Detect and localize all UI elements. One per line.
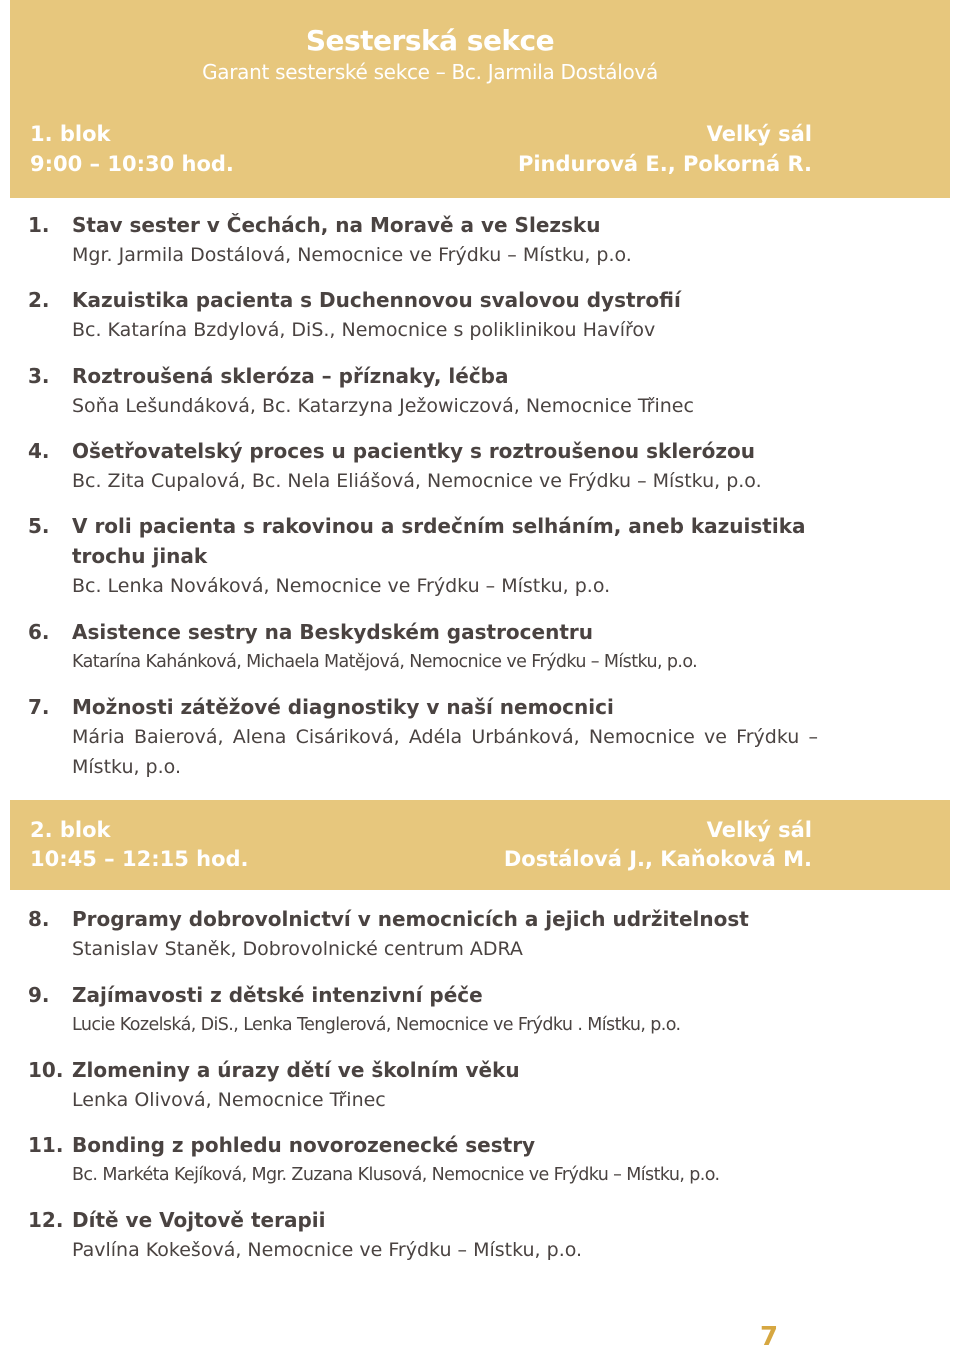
item-title: Kazuistika pacienta s Duchennovou svalovou dystrofií bbox=[72, 288, 681, 312]
page-number: 7 bbox=[760, 1322, 779, 1352]
item-authors: Bc. Zita Cupalová, Bc. Nela Eliášová, Nemocnice ve Frýdku – Místku, p.o. bbox=[72, 470, 762, 492]
program-item-8 bbox=[28, 904, 818, 964]
program-item-2 bbox=[28, 285, 818, 345]
block-1-room: Velký sál bbox=[706, 122, 812, 146]
item-title: Roztroušená skleróza – příznaky, léčba bbox=[72, 364, 509, 388]
program-item-9 bbox=[28, 980, 818, 1040]
item-number: 5. bbox=[28, 514, 50, 538]
item-number: 6. bbox=[28, 620, 50, 644]
program-item-6 bbox=[28, 617, 818, 677]
item-number: 7. bbox=[28, 695, 50, 719]
block-1-time: 9:00 – 10:30 hod. bbox=[30, 152, 234, 176]
block-2-time: 10:45 – 12:15 hod. bbox=[30, 847, 249, 871]
block-2-line-2 bbox=[30, 844, 812, 874]
program-item-10 bbox=[28, 1055, 818, 1115]
item-title: Asistence sestry na Beskydském gastrocentru bbox=[72, 620, 593, 644]
block-2-room: Velký sál bbox=[706, 818, 812, 842]
item-authors: Soňa Lešundáková, Bc. Katarzyna Ježowiczová, Nemocnice Třinec bbox=[72, 395, 694, 417]
block-2-chairs: Dostálová J., Kaňoková M. bbox=[503, 847, 812, 871]
item-number: 3. bbox=[28, 364, 50, 388]
item-title: Stav sester v Čechách, na Moravě a ve Slezsku bbox=[72, 213, 601, 237]
section-title: Sesterská sekce bbox=[305, 24, 555, 57]
item-title: Možnosti zátěžové diagnostiky v naší nemocnici bbox=[72, 695, 614, 719]
program-item-12 bbox=[28, 1205, 818, 1265]
item-number: 2. bbox=[28, 288, 50, 312]
program-item-5 bbox=[28, 511, 818, 601]
item-number: 12. bbox=[28, 1208, 64, 1232]
item-title: V roli pacienta s rakovinou a srdečním selháním, aneb kazuistika trochu jinak bbox=[72, 514, 806, 568]
item-number: 11. bbox=[28, 1133, 64, 1157]
item-title: Dítě ve Vojtově terapii bbox=[72, 1208, 326, 1232]
program-item-3 bbox=[28, 361, 818, 421]
item-title: Zlomeniny a úrazy dětí ve školním věku bbox=[72, 1058, 520, 1082]
section-header bbox=[10, 0, 950, 198]
block-2-name: 2. blok bbox=[30, 818, 111, 842]
program-item-4 bbox=[28, 436, 818, 496]
item-number: 8. bbox=[28, 907, 50, 931]
item-authors: Bc. Lenka Nováková, Nemocnice ve Frýdku – Místku, p.o. bbox=[72, 575, 611, 597]
program-item-11 bbox=[28, 1130, 818, 1190]
program-item-1 bbox=[28, 210, 818, 270]
item-title: Ošetřovatelský proces u pacientky s roztroušenou sklerózou bbox=[72, 439, 755, 463]
section-guarantor: Garant sesterské sekce – Bc. Jarmila Dostálová bbox=[202, 60, 658, 84]
block-1-name: 1. blok bbox=[30, 122, 111, 146]
item-authors: Mgr. Jarmila Dostálová, Nemocnice ve Frýdku – Místku, p.o. bbox=[72, 244, 632, 266]
item-authors: Pavlína Kokešová, Nemocnice ve Frýdku – Místku, p.o. bbox=[72, 1239, 583, 1261]
block-1-chairs: Pindurová E., Pokorná R. bbox=[517, 152, 812, 176]
item-authors: Lucie Kozelská, DiS., Lenka Tenglerová, Nemocnice ve Frýdku . Místku, p.o. bbox=[72, 1015, 681, 1035]
item-authors: Bc. Katarína Bzdylová, DiS., Nemocnice s poliklinikou Havířov bbox=[72, 319, 656, 341]
item-authors: Mária Baierová, Alena Cisáriková, Adéla Urbánková, Nemocnice ve Frýdku – Místku, p.o. bbox=[72, 726, 818, 778]
item-number: 10. bbox=[28, 1058, 64, 1082]
item-authors: Stanislav Staněk, Dobrovolnické centrum ADRA bbox=[72, 938, 523, 960]
block-1-line-2 bbox=[30, 149, 812, 179]
item-authors: Lenka Olivová, Nemocnice Třinec bbox=[72, 1089, 386, 1111]
item-title: Bonding z pohledu novorozenecké sestry bbox=[72, 1133, 536, 1157]
block-2-line-1 bbox=[30, 815, 812, 845]
item-title: Programy dobrovolnictví v nemocnicích a jejich udržitelnost bbox=[72, 907, 749, 931]
item-authors: Bc. Markéta Kejíková, Mgr. Zuzana Klusová, Nemocnice ve Frýdku – Místku, p.o. bbox=[72, 1165, 720, 1185]
item-title: Zajímavosti z dětské intenzivní péče bbox=[72, 983, 483, 1007]
program-item-7 bbox=[28, 692, 818, 782]
item-number: 1. bbox=[28, 213, 50, 237]
block-2-header bbox=[10, 800, 950, 890]
item-authors: Katarína Kahánková, Michaela Matějová, Nemocnice ve Frýdku – Místku, p.o. bbox=[72, 652, 698, 672]
item-number: 9. bbox=[28, 983, 50, 1007]
item-number: 4. bbox=[28, 439, 50, 463]
block-1-line-1 bbox=[30, 119, 812, 149]
